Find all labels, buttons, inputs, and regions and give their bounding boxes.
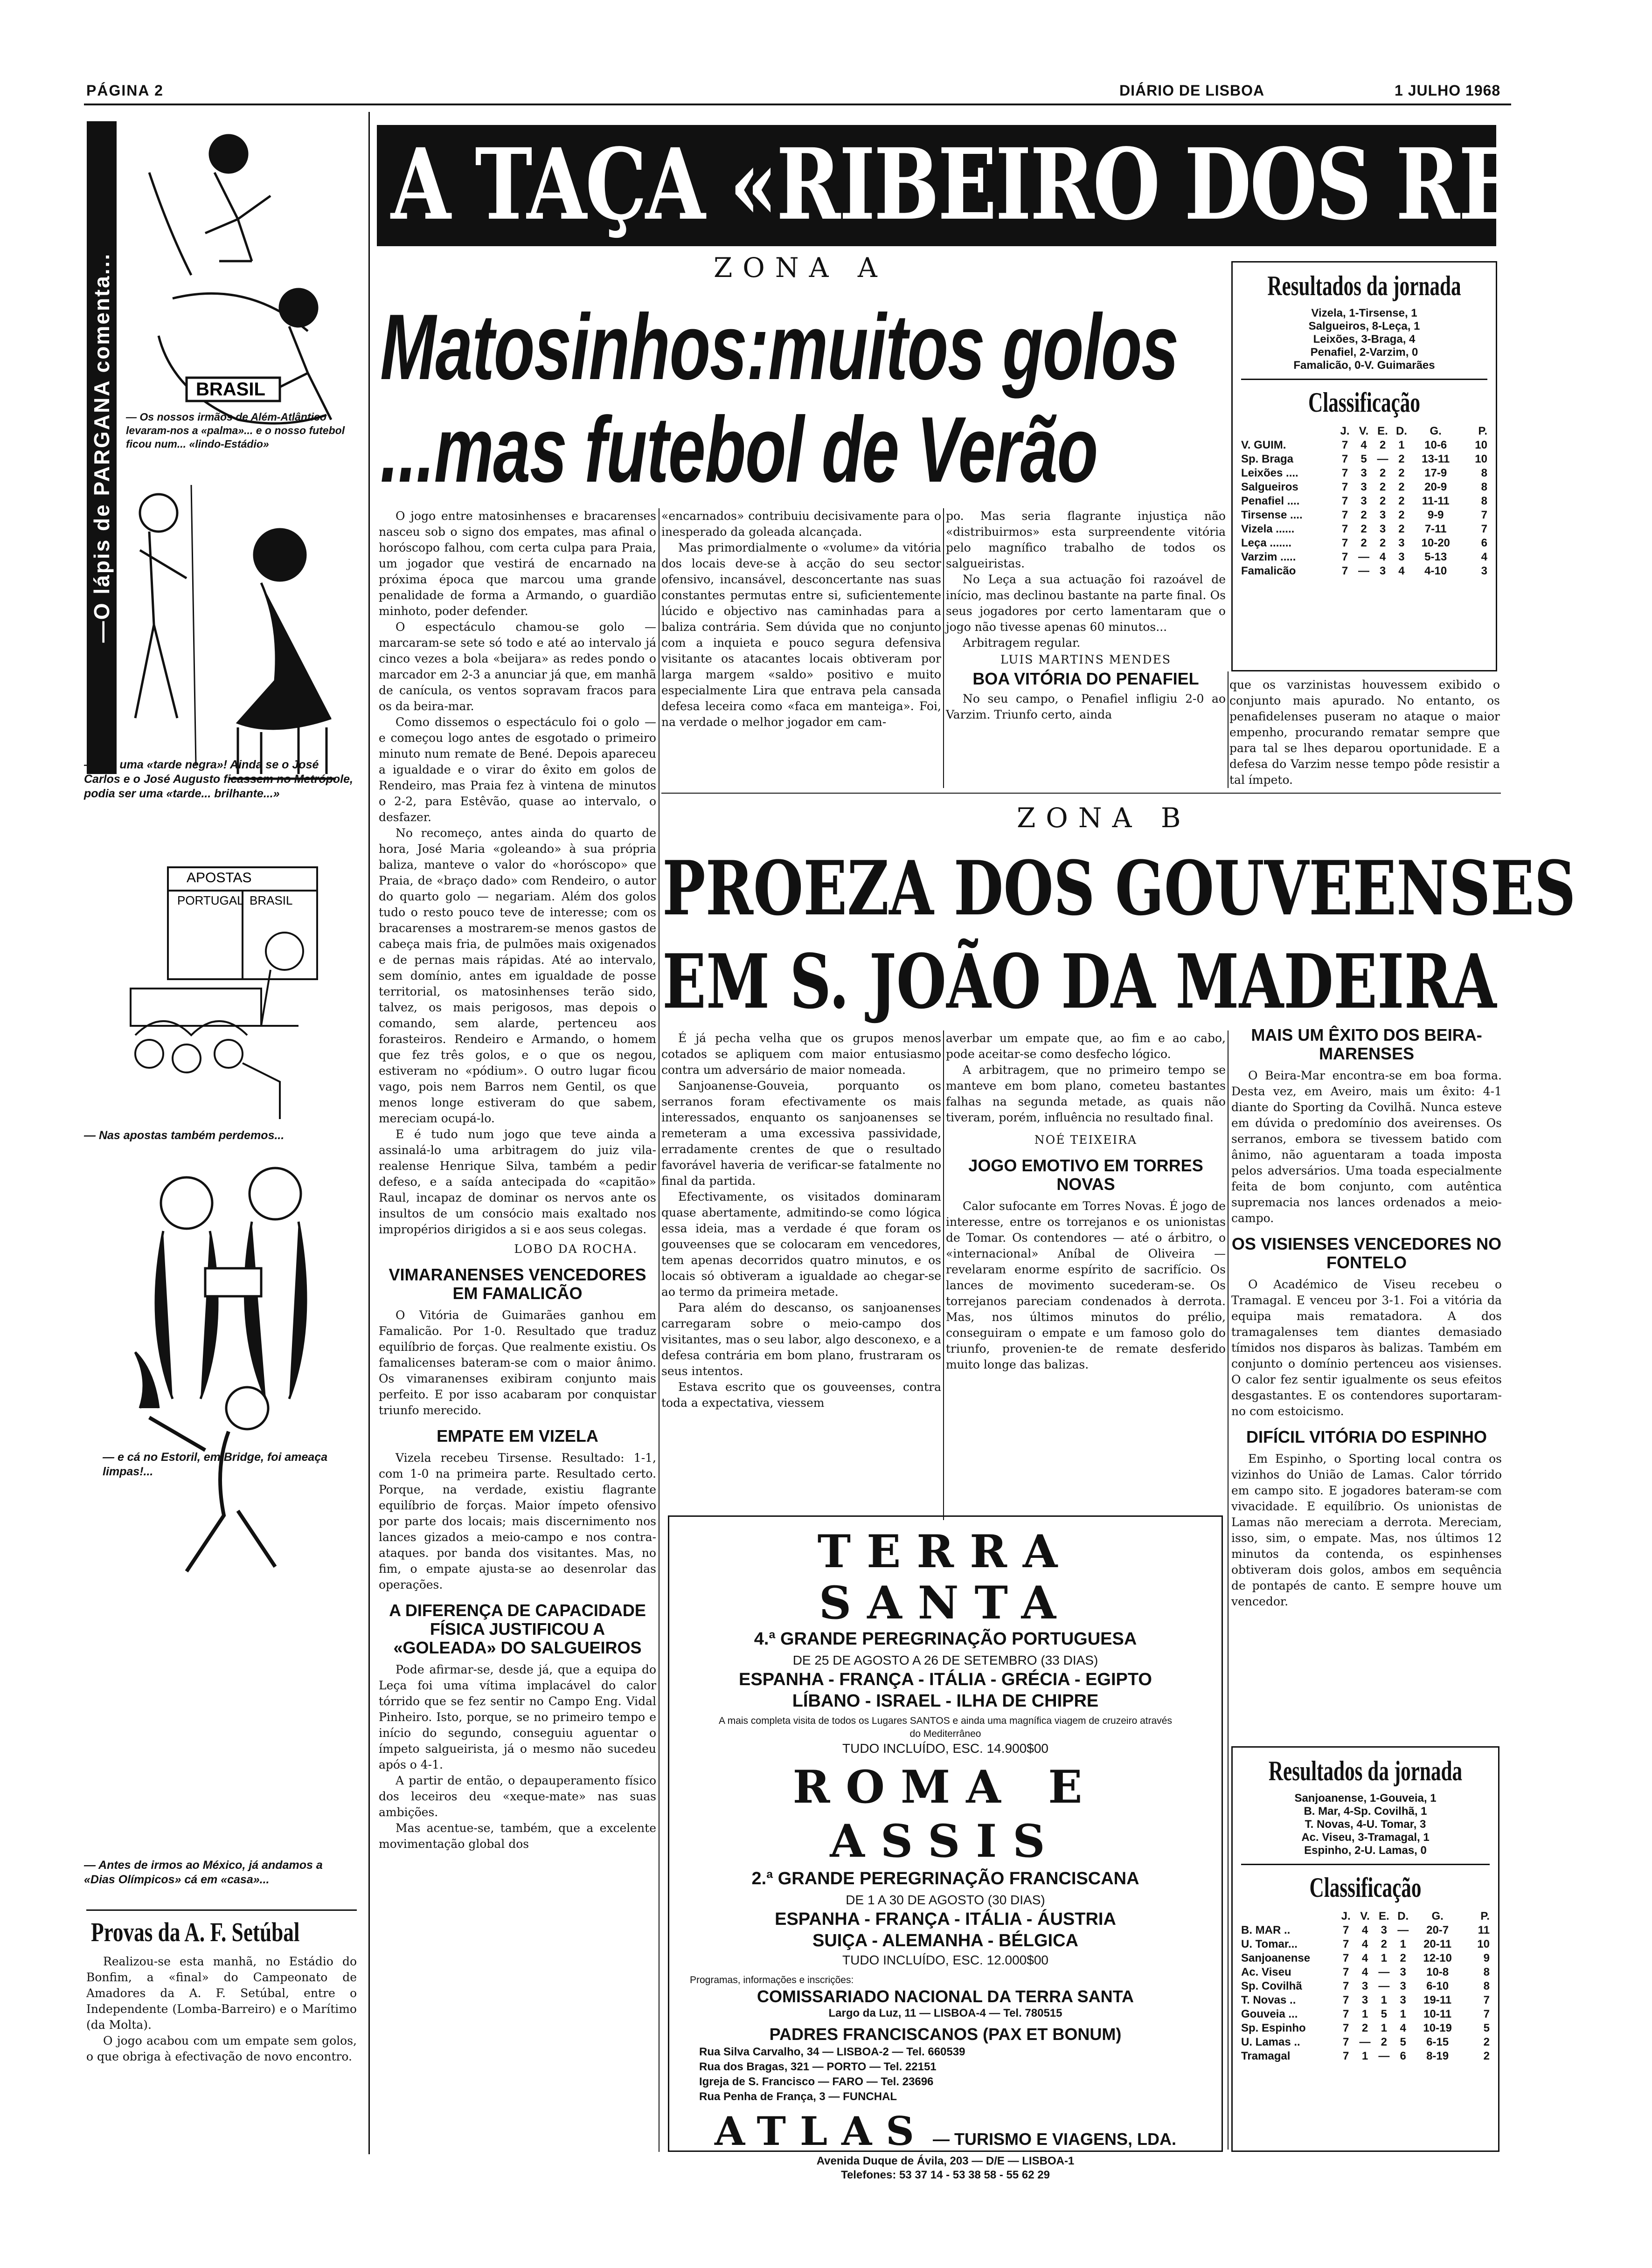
ad-dates-2: DE 1 A 30 DE AGOSTO (30 DIAS) <box>846 1893 1045 1907</box>
ad-org-1: COMISSARIADO NACIONAL DA TERRA SANTA <box>757 1987 1134 2006</box>
zona-a-headline-1: Matosinhos:muitos golos <box>380 295 1178 399</box>
results-box-b <box>1231 1746 1499 2152</box>
table-row: Sp. Espinho 7 2 1 4 10-19 5 <box>1241 2022 1490 2034</box>
subhead-vimaranenses: VIMARANENSES VENCEDORES EM FAMALICÃO <box>389 1265 646 1303</box>
paragraph: E é tudo num jogo que teve ainda a assinalá-lo uma arbitragem do juiz vila-realense Henrique Silva, também a pedir defeso, e a saída antecipada do «capitão» Raul, incapaz de dominar os nervos ante os insultos de um consócio mais exaltado nos impropérios dirigidos a si e aos seus colegas. <box>379 1127 656 1236</box>
provas-title: Provas da A. F. Setúbal <box>91 1917 300 1947</box>
results-b-title: Resultados da jornada <box>1268 1756 1463 1786</box>
table-row: Vizela ...... 7 2 3 2 7-11 7 <box>1241 523 1487 535</box>
sidebar-rule <box>368 112 370 2154</box>
ad-subtitle-1: 4.ª GRANDE PEREGRINAÇÃO PORTUGUESA <box>754 1629 1137 1649</box>
paragraph: Em Espinho, o Sporting local contra os vizinhos do União de Lamas. Calor tórrido em campo sito. E jogadores bateram-se com vivacidade. E equilíbrio. Os unionistas de Lamas não mereciam a derrota. Mereciam, isso, sim, o empate. Mas, nos últimos 12 minutos da contenda, os espinhenses obtiveram dois golos, ambos em sequência de pontapés de canto. E sempre houve um vencedor. <box>1231 1452 1502 1608</box>
ad-atlas-tagline: — TURISMO E VIAGENS, LDA. <box>932 2130 1177 2149</box>
provas-para: Realizou-se esta manhã, no Estádio do Bonfim, a «final» do Campeonato de Amadores da A. F. Setúbal, entre o Independente (Lomba-Barreiro) e o Marítimo (da Molta). <box>86 1955 357 2032</box>
table-row: Sp. Braga 7 5 — 2 13-11 10 <box>1241 453 1487 465</box>
table-row: Gouveia ... 7 1 5 1 10-11 7 <box>1241 2008 1490 2020</box>
provas-para: O jogo acabou com um empate sem golos, o que obriga à efectivação de novo encontro. <box>86 2034 357 2063</box>
table-row: Tirsense .... 7 2 3 2 9-9 7 <box>1241 509 1487 521</box>
paragraph: A partir de então, o depauperamento físico dos leceiros deu «xeque-mate» nas suas ambições. <box>379 1774 656 1819</box>
table-row: Sp. Covilhã 7 3 — 3 6-10 8 <box>1241 1980 1490 1992</box>
paragraph: averbar um empate que, ao fim e ao cabo, pode aceitar-se como desfecho lógico. <box>946 1031 1226 1061</box>
ad-price-2: TUDO INCLUÍDO, ESC. 12.000$00 <box>842 1953 1048 1967</box>
paragraph: É já pecha velha que os grupos menos cotados se apliquem com maior entusiasmo contra um adversário de maior nomeada. <box>661 1031 941 1077</box>
results-a-lines <box>1241 307 1487 372</box>
classification-a-title: Classificação <box>1308 387 1420 418</box>
zona-b-label: ZONA B <box>1017 802 1191 834</box>
paragraph: po. Mas seria flagrante injustiça não «distribuirmos» esta surpreendente vitória pelo magnífico trabalho de todos os salgueiristas. <box>946 509 1226 570</box>
ad-org-2-address: Igreja de S. Francisco — FARO — Tel. 23696 <box>699 2075 934 2088</box>
paragraph: O Vitória de Guimarães ganhou em Famalicão. Por 1-0. Resultado que traduz equilíbrio de forças. Que realmente existiu. Os famalicenses bateram-se com o maior ânimo. Os vimaranenses exibiram conjunto mais perfeito. E por isso acabaram por conquistar triunfo merecido. <box>379 1308 656 1417</box>
zona-b-headline-2: EM S. JOÃO DA MADEIRA <box>662 938 1497 1025</box>
zona-a-column-3 <box>946 508 1226 788</box>
cartoon-label-apostas: APOSTAS <box>187 870 252 885</box>
zona-a-label: ZONA A <box>714 252 888 284</box>
subhead-espinho: DIFÍCIL VITÓRIA DO ESPINHO <box>1246 1427 1487 1446</box>
zona-a-column-2 <box>661 508 941 788</box>
zona-b-headline-1: PROEZA DOS GOUVEENSES <box>662 844 1576 932</box>
cartoon-label-brasil: BRASIL <box>196 379 265 400</box>
ad-countries-1b: LÍBANO - ISRAEL - ILHA DE CHIPRE <box>792 1691 1099 1711</box>
issue-date: 1 JULHO 1968 <box>1395 82 1501 99</box>
column-rule <box>1228 1030 1229 2150</box>
ad-org-2-address: Rua dos Bragas, 321 — PORTO — Tel. 22151 <box>699 2061 937 2073</box>
zona-b-rule <box>661 793 1501 794</box>
cartoon-tarde-negra <box>135 485 336 779</box>
sidebar-caption-5: — Antes de irmos ao México, já andamos a «Dias Olímpicos» cá em «casa»... <box>84 1859 323 1886</box>
table-row: Penafiel .... 7 3 2 2 11-11 8 <box>1241 495 1487 507</box>
result-line: Famalicão, 0-V. Guimarães <box>1293 359 1435 372</box>
paragraph: Mas acentue-se, também, que a excelente movimentação global dos <box>379 1821 656 1851</box>
subhead-penafiel: BOA VITÓRIA DO PENAFIEL <box>972 669 1199 688</box>
subhead-salgueiros: A DIFERENÇA DE CAPACIDADE FÍSICA JUSTIFICOU A «GOLEADA» DO SALGUEIROS <box>389 1601 646 1657</box>
result-line: Sanjoanense, 1-Gouveia, 1 <box>1294 1792 1437 1805</box>
table-row: Tramagal 7 1 — 6 8-19 2 <box>1241 2050 1490 2062</box>
paragraph: Como dissemos o espectáculo foi o golo — e começou logo antes de esgotado o primeiro minuto num remate de Bené. Depois apareceu a igualdade e o virar do êxito em golos de Rendeiro, mas Praia fez à vintena de minutos o 2-2, para Estêvão, quase ao intervalo, o desfazer. <box>379 715 656 824</box>
provas-rule <box>86 1909 357 1911</box>
ad-info: Programas, informações e inscrições: <box>690 1975 854 1985</box>
ad-dates-1: DE 25 DE AGOSTO A 26 DE SETEMBRO (33 DIAS) <box>792 1653 1098 1667</box>
table-row: U. Lamas .. 7 — 2 5 6-15 2 <box>1241 2036 1490 2048</box>
sidebar-title: —O lápis de PARGANA comenta... <box>90 252 114 643</box>
zona-b-column-3 <box>1231 1026 1502 1744</box>
paragraph: Pode afirmar-se, desde já, que a equipa do Leça foi uma vítima implacável do calor tórrido que se fez sentir no Campo Eng. Vidal Pinheiro. Isto, porque, se no primeiro tempo e início do segundo, conseguiu aguentar o ímpeto salgueirista, já o mesmo não sucedeu após o 4-1. <box>379 1663 656 1771</box>
column-rule <box>1228 671 1229 788</box>
header-rule <box>84 104 1511 105</box>
ad-atlas-address: Avenida Duque de Ávila, 203 — D/E — LISBOA-1 <box>816 2155 1075 2167</box>
ad-price-1: TUDO INCLUÍDO, ESC. 14.900$00 <box>842 1741 1048 1756</box>
sidebar-caption-3: — Nas apostas também perdemos... <box>84 1129 285 1142</box>
ad-countries-2b: SUIÇA - ALEMANHA - BÉLGICA <box>812 1931 1078 1950</box>
zona-a-headline-2: ...mas futebol de Verão <box>380 398 1097 502</box>
newspaper-name: DIÁRIO DE LISBOA <box>1119 82 1265 99</box>
paragraph: No recomeço, antes ainda do quarto de hora, José Maria «goleando» à sua própria baliza, manteve o valor do «horóscopo» que Praia, de «braço dado» com Rendeiro, o autor do quarto golo — negariam. Além dos golos tudo o resto pouco teve de interesse; com os bracarenses a mostrarem-se menos gastos de cabeça mais fria, de pulmões mais oxigenados e de pernas mais rápidas. Até ao intervalo, sem domínio, antes em igualdade de posse territorial, os matosinhenses terão sido, talvez, os mais perigosos, mas depois o comando, sem alarde, pertenceu aos forasteiros. Rendeiro e Armando, o homem que fez três golos, e o que os negou, estiveram no «pódium». O outro lugar ficou vago, pois nem Barros nem Gentil, os que menos longe estiveram do que sabem, mereciam ocupá-lo. <box>379 826 656 1125</box>
ad-subtitle-2: 2.ª GRANDE PEREGRINAÇÃO FRANCISCANA <box>751 1869 1139 1888</box>
paragraph: No Leça a sua actuação foi razoável de início, mas declinou bastante na parte final. Os seus jogadores por certo lamentaram que o jogo não tivesse apenas 60 minutos... <box>946 573 1226 634</box>
table-row: T. Novas .. 7 3 1 3 19-11 7 <box>1241 1994 1490 2006</box>
provas-body <box>86 1954 357 2150</box>
sidebar-caption-4: — e cá no Estoril, em Bridge, foi ameaça limpas!... <box>103 1451 328 1478</box>
table-row: Sanjoanense 7 4 1 2 12-10 9 <box>1241 1952 1490 1964</box>
paragraph: que os varzinistas houvessem exibido o conjunto mais apurado. No entanto, os penafidelenses puseram no ataque o maior empenho, procurando rematar sempre que para tal se lhes deparou oportunidade. E a defesa do Varzim nesse tempo pôde resistir a tal ímpeto. <box>1229 678 1500 787</box>
result-line: Penafiel, 2-Varzim, 0 <box>1310 346 1418 359</box>
table-row: Famalicão 7 — 3 4 4-10 3 <box>1241 565 1487 577</box>
table-row: U. Tomar... 7 4 2 1 20-11 10 <box>1241 1938 1490 1950</box>
result-line: Espinho, 2-U. Lamas, 0 <box>1304 1844 1427 1857</box>
ad-atlas-logo: ATLAS <box>714 2108 928 2154</box>
subhead-torres-novas: JOGO EMOTIVO EM TORRES NOVAS <box>968 1156 1203 1194</box>
classification-a-table <box>1241 424 1487 578</box>
byline: NOÉ TEIXEIRA <box>1034 1133 1138 1147</box>
result-line: Ac. Viseu, 3-Tramagal, 1 <box>1301 1831 1430 1844</box>
ad-org-2-address: Rua Penha de França, 3 — FUNCHAL <box>699 2090 897 2103</box>
result-line: B. Mar, 4-Sp. Covilhã, 1 <box>1304 1805 1427 1818</box>
banner-box <box>377 125 1652 246</box>
ad-org-2: PADRES FRANCISCANOS (PAX ET BONUM) <box>769 2025 1122 2044</box>
paragraph: O Académico de Viseu recebeu o Tramagal. E venceu por 3-1. Foi a vitória da equipa mais rematadora. A dos tramagalenses tem diantes demasiado tímidos nos disparos às balizas. Também em conjunto o domínio pertenceu aos visienses. O calor fez sentir igualmente os seus efeitos desgastantes. E os contendores suportaram-no com estoicismo. <box>1231 1278 1502 1418</box>
results-a-title: Resultados da jornada <box>1267 270 1461 301</box>
paragraph: Vizela recebeu Tirsense. Resultado: 1-1, com 1-0 na primeira parte. Resultado certo. Porque, na verdade, existiu flagrante equilíbrio de forças. Maior ímpeto ofensivo por parte dos locais; mais discernimento nos lances gizados a meio-campo e nos contra-ataques. por banda dos visitantes. Mas, no fim, o empate ajusta-se ao desenrolar das operações. <box>379 1451 656 1591</box>
classification-b-table <box>1241 1909 1490 2063</box>
table-row: Salgueiros 7 3 2 2 20-9 8 <box>1241 481 1487 493</box>
classification-b-title: Classificação <box>1309 1872 1422 1903</box>
subhead-viseu: OS VISIENSES VENCEDORES NO FONTELO <box>1231 1234 1502 1272</box>
table-row: Leça ....... 7 2 2 3 10-20 6 <box>1241 537 1487 549</box>
column-rule <box>943 508 944 788</box>
zona-b-column-2 <box>946 1030 1226 1520</box>
sidebar-caption-2: — Foi uma «tarde negra»! Ainda se o José Carlos e o José Augusto ficassem no Metrópole, podia ser uma «tarde... brilhante...» <box>84 758 353 800</box>
paragraph: Para além do descanso, os sanjoanenses carregaram sobre o meio-campo dos visitantes, mas o seu labor, algo desconexo, e a defesa contrária em bom plano, frustraram os seus intentos. <box>661 1301 941 1378</box>
paragraph: Efectivamente, os visitados dominaram quase abertamente, admitindo-se como lógica essa ideia, mas a verdade é que foram os gouveenses que se colocaram em vencedores, tem apenas decorridos quatro minutos, e os locais só obtiveram a igualdade ao chegar-se ao termo da primeira metade. <box>661 1190 941 1299</box>
zona-b-column-1 <box>661 1030 941 1520</box>
zona-a-column-4 <box>1229 677 1500 789</box>
ad-atlas-phones: Telefones: 53 37 14 - 53 38 58 - 55 62 29 <box>841 2169 1050 2181</box>
result-line: Leixões, 3-Braga, 4 <box>1313 333 1416 346</box>
paragraph: Calor sufocante em Torres Novas. É jogo de interesse, entre os torrejanos e os unionistas de Tomar. Os contendores — até o árbitro, o «internacional» Aníbal de Oliveira — revelaram enorme espírito de sacrifício. Os lances de movimento sucederam-se. Os torrejanos pareciam condenados à derrota. Mas, nos últimos minutos do prélio, conseguiram o empate e um famoso golo do triunfo, provenien-te de remate desferido muito longe das balizas. <box>946 1199 1226 1371</box>
table-row: Varzim ..... 7 — 4 3 5-13 4 <box>1241 551 1487 563</box>
page-number: PÁGINA 2 <box>86 82 164 99</box>
ad-note-1: A mais completa visita de todos os Lugares SANTOS e ainda uma magnífica viagem de cruzeiro através do Mediterrâneo <box>719 1715 1172 1739</box>
paragraph: A arbitragem, que no primeiro tempo se manteve em bom plano, cometeu bastantes falhas na segunda metade, as quais não tiveram, porém, influência no resultado final. <box>946 1063 1226 1124</box>
sidebar-caption-1: — Os nossos irmãos de Além-Atlântico levaram-nos a «palma»... e o nosso futebol ficou num... «lindo-Estádio» <box>126 411 345 450</box>
table-row: Ac. Viseu 7 4 — 3 10-8 8 <box>1241 1966 1490 1978</box>
paragraph: O espectáculo chamou-se golo — marcaram-se sete só todo e até ao intervalo já cinco vezes a bola «beijara» as redes pondo o marcador em 2-3 a anunciar já que, em manhã de canícula, os ventos sopravam fracos para os da beira-mar. <box>379 620 656 713</box>
ad-countries-1a: ESPANHA - FRANÇA - ITÁLIA - GRÉCIA - EGIPTO <box>739 1670 1152 1689</box>
cartoon-label-brasil2: BRASIL <box>250 893 293 907</box>
table-row: Leixões .... 7 3 2 2 17-9 8 <box>1241 467 1487 479</box>
paragraph: Sanjoanense-Gouveia, porquanto os serranos foram efectivamente os mais interessados, enquanto os sanjoanenses se remeteram a uma excessiva passividade, erradamente crentes de que o resultado favorável haveria de verificar-se fatalmente no final da partida. <box>661 1079 941 1188</box>
ad-title-terra-santa: TERRA SANTA <box>817 1525 1074 1629</box>
column-rule <box>943 1030 944 1520</box>
ad-org-1-address: Largo da Luz, 11 — LISBOA-4 — Tel. 780515 <box>828 2007 1062 2019</box>
table-row: B. MAR .. 7 4 3 — 20-7 11 <box>1241 1924 1490 1936</box>
ad-title-roma-assis: ROMA E ASSIS <box>792 1761 1098 1867</box>
results-box-a <box>1231 261 1497 671</box>
paragraph: «encarnados» contribuiu decisivamente para o inesperado da goleada alcançada. <box>661 509 941 539</box>
ad-countries-2a: ESPANHA - FRANÇA - ITÁLIA - ÁUSTRIA <box>775 1909 1116 1929</box>
table-header: J. V. E. D. G. P. <box>1340 425 1487 437</box>
byline: LOBO DA ROCHA. <box>514 1242 638 1256</box>
paragraph: Arbitragem regular. <box>963 636 1081 650</box>
paragraph: Mas primordialmente o «volume» da vitória dos locais deve-se à acção do seu sector ofensivo, incansável, desconcertante nas suas constantes permutas entre si, suficientemente lúcido e objectivo nas caminhadas para a baliza contrária. Sem dúvida que no conjunto com a inquieta e pouco segura defensiva visitante os atacantes locais obtiveram por larga margem «saldo» positivo e muito especialmente Lira que entrava pela cansada defesa leceira como «faca em manteiga». Foi, na verdade o melhor jogador em cam- <box>661 541 941 729</box>
subhead-vizela: EMPATE EM VIZELA <box>437 1426 598 1445</box>
banner-title: A TAÇA «RIBEIRO DOS REIS» <box>391 127 1652 242</box>
table-row: V. GUIM. 7 4 2 1 10-6 10 <box>1241 439 1487 451</box>
cartoon-label-portugal: PORTUGAL <box>177 893 244 907</box>
paragraph: O Beira-Mar encontra-se em boa forma. Desta vez, em Aveiro, mais um êxito: 4-1 diante do Sporting da Covilhã. Nunca esteve em dúvida o predomínio dos aveirenses. Os serranos, embora se tivessem batido com ânimo, não aguentaram a toada imposta pelos adversários. Uma toada especialmente feita de bom conjunto, com autêntica supremacia nos lances ordenados a meio-campo. <box>1231 1069 1502 1225</box>
paragraph: No seu campo, o Penafiel infligiu 2-0 ao Varzim. Triunfo certo, ainda <box>946 692 1226 721</box>
results-b-lines <box>1241 1792 1490 1857</box>
result-line: Salgueiros, 8-Leça, 1 <box>1308 320 1420 332</box>
result-line: T. Novas, 4-U. Tomar, 3 <box>1305 1818 1426 1831</box>
cartoon-bridge <box>156 1168 306 1399</box>
travel-advertisement <box>668 1515 1223 2181</box>
ad-org-2-address: Rua Silva Carvalho, 34 — LISBOA-2 — Tel. 660539 <box>699 2046 965 2058</box>
subhead-beira-mar: MAIS UM ÊXITO DOS BEIRA-MARENSES <box>1251 1025 1482 1063</box>
paragraph: Estava escrito que os gouveenses, contra toda a expectativa, viessem <box>661 1380 941 1410</box>
result-line: Vizela, 1-Tirsense, 1 <box>1311 307 1417 319</box>
table-header: J. V. E. D. G. P. <box>1341 1910 1490 1922</box>
paragraph: O jogo entre matosinhenses e bracarenses nasceu sob o signo dos empates, mas afinal o horóscopo falhou, com certa culpa para Praia, um jogador que vestirá de encarnado na próxima época que marcou uma grande penalidade de forma a Armando, o guardião minhoto, poder defender. <box>379 509 656 618</box>
byline: LUIS MARTINS MENDES <box>1000 653 1171 666</box>
zona-a-column-1 <box>379 508 656 2152</box>
